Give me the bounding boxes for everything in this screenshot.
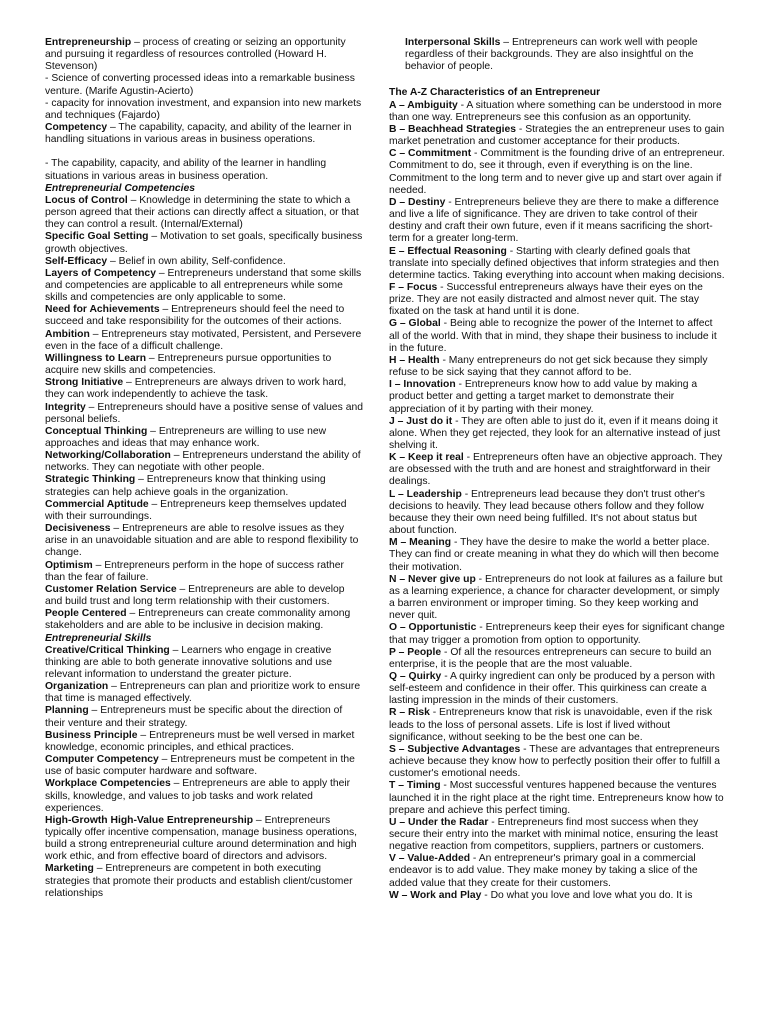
term-description: Entrepreneurs do not look at failures as a failure but as a learning experience, a chance for character development, or simply a barren environment or improper timing. So they keep working and never quit. [389,573,723,622]
term-description: Entrepreneurs keep themselves updated with their surroundings. [45,498,347,522]
term-separator: - [440,780,450,792]
term-separator: - [520,743,530,755]
term-description: Entrepreneurs find most success when they secure their entry into the market with minimal notice, ensuring the least negative reaction from competitors, suppliers, partners or customers. [389,816,718,853]
competency-locus-of-control [45,195,363,231]
skill-business-principle [45,730,363,754]
term-separator: - [470,853,479,865]
section-heading-competencies: Entrepreneurial Competencies [45,182,196,194]
term-separator: - [506,245,517,257]
term-description: Entrepreneurs are willing to use new approaches and ideas that may enhance work. [45,425,327,449]
term-description: An entrepreneur's primary goal in a commercial endeavor is to add value. They make money by taking a slice of the added value that they create for their customers. [389,853,698,889]
term-separator: - [440,318,450,330]
term-description: Entrepreneurs are able to apply their skills, knowledge, and values to job tasks and work related experiences. [45,778,351,814]
term-description: Entrepreneurs typically offer incentive compensation, manage business operations, build a strong entrepreneurial culture around determination and high work ethic, and from effective board of directors and advisors. [45,814,358,863]
term-label: P – People [389,646,442,658]
skills-list [45,645,363,900]
section-heading-skills: Entrepreneurial Skills [45,632,152,644]
term-description: Do what you love and love what you do. It is [490,889,693,901]
term-separator: – [107,255,119,267]
term-label: Optimism [45,559,93,571]
az-item-n-never-give-up [389,574,725,623]
term-separator: - [452,415,462,427]
term-description: These are advantages that entrepreneurs achieve because they know how to perfectly position their offer to fulfill a customer's emotional needs. [389,743,720,780]
term-description: Commitment is the founding drive of an entrepreneur. Commitment to do, see it through, even if everything is on the line. Commitment to the long term and to never give up and start over again if needed. [389,148,725,196]
competency-optimism [45,560,363,584]
term-label: Conceptual Thinking [45,425,148,437]
competency-integrity [45,402,363,426]
az-item-e-effectual-reasoning [389,246,725,282]
term-label: Locus of Control [45,194,128,206]
az-item-k-keep-it-real [389,452,725,488]
term-separator: – [146,352,158,364]
competency-self-efficacy [45,256,363,268]
term-separator: – [169,644,182,656]
term-separator: - [441,670,450,682]
term-label: Integrity [45,401,86,413]
term-label: Ambition [45,328,90,340]
az-item-d-destiny [389,197,725,246]
term-description: Entrepreneurs keep their eyes for significant change that may trigger a promotion from option to opportunity. [389,622,725,646]
term-separator: - [445,196,455,208]
term-description: Starting with clearly defined goals that translate into specially defined objectives that inform strategies and then determine tactics. Taking everything into account when making decisions. [389,245,725,281]
term-separator: – [253,814,265,826]
term-description: Knowledge in determining the state to which a person agreed that their actions can directly affect a situation, or that they can control a result. (Internal/External) [45,194,359,231]
az-item-m-meaning [389,537,725,573]
term-description: Most successful ventures happened because the ventures launched it in the right place at the right time. Entrepreneurs know how to prepare and achieve this perfect timing. [389,780,724,816]
az-item-a-ambiguity [389,100,725,124]
az-heading: The A-Z Characteristics of an Entrepreneur [389,87,601,99]
az-item-i-innovation [389,379,725,415]
term-description: Entrepreneurs perform in the hope of success rather than the fear of failure. [45,559,344,583]
term-label: G – Global [389,318,441,330]
right-column [389,37,725,902]
term-description: Entrepreneurs must be competent in the use of basic computer hardware and software. [45,754,355,778]
competency-conceptual-thinking [45,426,363,450]
term-label: S – Subjective Advantages [389,743,521,755]
az-item-p-people [389,647,725,671]
term-label: O – Opportunistic [389,622,477,634]
term-label: M – Meaning [389,537,452,549]
az-item-h-health [389,355,725,379]
competency-customer-relation-service [45,584,363,608]
term-label: L – Leadership [389,488,462,500]
term-description: Entrepreneurs pursue opportunities to acquire new skills and competencies. [45,352,332,377]
competency-people-centered [45,608,363,632]
term-separator: - [429,707,440,719]
term-description: Entrepreneurs understand the ability of networks. They can negotiate with other people. [45,450,361,474]
term-description: Being able to recognize the power of the Internet to affect all of the world. With that in mind, they shape their business to include it in the future. [389,318,717,354]
term-separator: – [137,729,150,741]
term-label: Q – Quirky [389,670,442,682]
competency-willingness-to-learn [45,353,363,377]
az-item-s-subjective-advantages [389,744,725,780]
term-description: Entrepreneurs know that risk is unavoidable, even if the risk leads to the loss of personal assets. Life is lost if lived without significance, without seeking to be the best one can be. [389,707,713,743]
term-label: Need for Achievements [45,304,160,316]
term-separator: – [155,267,168,279]
competencies-list [45,195,363,633]
term-label: Marketing [45,863,94,875]
skill-high-growth-high-value-entrepreneurship [45,815,363,864]
competency-strong-initiative [45,377,363,401]
competency-networking-collaboration [45,450,363,474]
definition-capacity: - capacity for innovation investment, and expansion into new markets and techniques (Fajardo) [45,97,362,121]
skill-creative-critical-thinking [45,645,363,681]
term-label: High-Growth High-Value Entrepreneurship [45,814,254,826]
competency-ambition [45,329,363,353]
term-separator: – [127,194,140,206]
definition-interpersonal-skills: Interpersonal Skills – Entrepreneurs can work well with people regardless of their backgrounds. They are also insightful on the behavior of people. [405,37,698,73]
az-characteristics-list [389,100,725,902]
term-label: Planning [45,705,89,717]
term-label: Workplace Competencies [45,778,171,790]
az-item-l-leadership [389,489,725,538]
term-separator: – [148,231,160,243]
az-item-r-risk [389,707,725,743]
definition-capability: - The capability, capacity, and ability of the learner in handling situations in various areas in business operation. [45,158,327,182]
term-description: Of all the resources entrepreneurs can secure to build an enterprise, it is the people that are the most valuable. [389,646,712,670]
term-description: Entrepreneurs know how to add value by making a product better and getting a target market to demonstrate their appreciation of it by parting with their money. [389,379,698,415]
term-description: Entrepreneurs are able to develop and build trust and long term relationship with their customers. [45,583,345,608]
term-description: Entrepreneurs must be well versed in market knowledge, economic principles, and ethical practices. [45,729,355,753]
term-label: Layers of Competency [45,267,156,279]
term-label: H – Health [389,354,440,366]
term-label: Organization [45,681,109,693]
term-separator: – [92,559,105,571]
term-separator: - [451,537,461,549]
term-label: F – Focus [389,281,438,293]
term-label: J – Just do it [389,415,453,427]
term-description: Strategies the an entrepreneur uses to gain market penetration and customer acceptance for their products. [389,123,725,148]
az-item-v-value-added [389,853,725,889]
term-description: Entrepreneurs stay motivated, Persistent, and Persevere even in the face of a difficult challenge. [45,328,362,352]
term-label: T – Timing [389,780,441,792]
term-separator: - [437,281,447,293]
skill-computer-competency [45,754,363,778]
term-description: Entrepreneurs know that thinking using strategies can help achieve goals in the organization. [45,474,326,498]
term-separator: - [439,354,449,366]
term-separator: – [159,304,172,316]
term-label: Decisiveness [45,523,111,535]
term-separator: – [147,425,159,437]
term-description: Entrepreneurs should feel the need to succeed and take responsibility for the outcomes of their actions. [45,304,345,328]
term-description: Entrepreneurs often have an objective approach. They are obsessed with the truth and are honest and straightforward in their dealings. [389,452,723,488]
definition-competency: Competency – The capability, capacity, and ability of the learner in handling situations in various areas in business operations. [45,122,352,146]
term-separator: - [488,816,498,828]
term-label: K – Keep it real [389,452,464,464]
term-description: They are often able to just do it, even if it means doing it alone. When they get rejected, they look for an alternative instead of just shelving it. [389,415,721,451]
term-separator: – [126,608,139,620]
skill-planning [45,705,363,729]
term-separator: – [93,863,106,875]
az-item-w-work-and-play [389,890,725,902]
skill-marketing [45,863,363,899]
term-separator: – [158,754,171,766]
term-description: Entrepreneurs can create commonality among stakeholders and are able to be inclusive in decision making. [45,608,351,632]
term-separator: – [85,401,98,413]
skill-organization [45,681,363,705]
term-label: D – Destiny [389,196,446,208]
term-description: Entrepreneurs can plan and prioritize work to ensure that time is managed effectively. [45,681,361,705]
az-item-j-just-do-it [389,416,725,452]
term-label: R – Risk [389,707,430,719]
term-separator: - [441,646,451,658]
skill-workplace-competencies [45,778,363,814]
term-description: Belief in own ability, Self-confidence. [118,255,286,267]
term-separator: - [457,99,467,111]
term-separator: – [89,328,102,340]
term-separator: – [170,778,183,790]
term-description: Learners who engage in creative thinking are able to both generate innovative solutions and use relevant information to understand the greater picture. [45,644,332,680]
term-description: Entrepreneurs are competent in both executing strategies that promote their products and establish client/customer relationships [45,863,353,899]
term-description: Entrepreneurs understand that some skills and competencies are applicable to all entrepreneurs while some skills and competencies are only applicable to some. [45,267,362,304]
term-separator: - [475,573,486,585]
term-description: Successful entrepreneurs always have their eyes on the prize. They are not easily distracted and almost never quit. The stay fixated on the task at hand until it is done. [389,281,703,318]
az-item-b-beachhead-strategies [389,124,725,148]
term-label: E – Effectual Reasoning [389,245,507,257]
az-item-c-commitment [389,148,725,197]
term-description: Entrepreneurs are always driven to work hard, they can work independently to achieve the task. [45,377,347,401]
term-label: U – Under the Radar [389,816,489,828]
term-separator: - [516,123,526,135]
definition-entrepreneurship: Entrepreneurship – process of creating or seizing an opportunity and pursuing it regardless of resources controlled (Howard H. Stevenson) [45,37,346,73]
term-description: Entrepreneurs believe they are there to make a difference and live a life of significance. They are driven to take control of their destiny and craft their own future, even if it means sacrificing the short-term for a greater long-term. [389,196,719,245]
competency-specific-goal-setting [45,231,363,255]
term-label: Computer Competency [45,754,159,766]
term-separator: - [463,452,473,464]
term-separator: – [123,377,135,389]
term-description: Many entrepreneurs do not get sick because they simply refuse to be sick saying that they cannot afford to be. [389,354,708,379]
term-label: Commercial Aptitude [45,498,149,510]
definitions-group [45,37,363,183]
term-separator: - [455,379,465,391]
term-label: B – Beachhead Strategies [389,123,517,135]
term-description: Entrepreneurs lead because they don't trust other's decisions to heavily. They lead because others follow and they follow because they their own need being fulfilled. It's not about status but about function. [389,488,705,537]
term-label: A – Ambiguity [389,99,458,111]
term-label: N – Never give up [389,573,476,585]
term-label: Business Principle [45,729,138,741]
term-separator: – [135,474,147,486]
term-description: Entrepreneurs should have a positive sense of values and personal beliefs. [45,401,363,425]
term-separator: - [471,148,481,160]
competency-decisiveness [45,523,363,559]
az-item-q-quirky [389,671,725,707]
az-item-u-under-the-radar [389,817,725,853]
term-label: Willingness to Learn [45,352,147,364]
term-description: Motivation to set goals, specifically business growth objectives. [45,231,363,255]
az-item-t-timing [389,780,725,816]
competency-need-for-achievements [45,304,363,328]
term-label: C – Commitment [389,148,472,160]
term-label: W – Work and Play [389,889,482,901]
term-separator: – [88,705,101,717]
term-description: A quirky ingredient can only be produced by a person with self-esteem and confidence in their offer. This quirkiness can create a lasting impression in the minds of their customers. [389,670,716,707]
term-separator: - [461,488,472,500]
term-description: Entrepreneurs must be specific about the direction of their venture and their strategy. [45,705,343,729]
definition-science: - Science of converting processed ideas into a remarkable business venture. (Marife Agustin-Acierto) [45,73,355,97]
competency-strategic-thinking [45,474,363,498]
term-separator: - [476,622,486,634]
term-label: Strategic Thinking [45,474,136,486]
az-item-f-focus [389,282,725,318]
term-label: V – Value-Added [389,853,471,865]
term-label: Networking/Collaboration [45,450,171,462]
competency-commercial-aptitude [45,499,363,523]
term-description: Entrepreneurs are able to resolve issues as they arise in an unavoidable situation and are able to respond flexibility to change. [45,523,359,559]
term-separator: – [176,583,189,595]
az-item-o-opportunistic [389,622,725,646]
az-item-g-global [389,318,725,354]
term-label: People Centered [45,608,127,620]
term-separator: – [110,523,123,535]
left-column [45,37,363,900]
competency-layers-of-competency [45,268,363,304]
term-description: They have the desire to make the world a better place. They can find or create meaning in what they do which will then become their motivation. [389,537,720,573]
term-label: Specific Goal Setting [45,231,149,243]
term-separator: – [108,681,120,693]
term-description: A situation where something can be understood in more than one way. Entrepreneurs see this confusion as an opportunity. [389,99,722,123]
term-label: Creative/Critical Thinking [45,644,170,656]
term-label: Self-Efficacy [45,255,108,267]
term-label: Customer Relation Service [45,583,177,595]
term-separator: - [481,889,491,901]
term-separator: – [148,498,161,510]
term-label: Strong Initiative [45,377,124,389]
term-separator: – [170,450,183,462]
term-label: I – Innovation [389,379,456,391]
